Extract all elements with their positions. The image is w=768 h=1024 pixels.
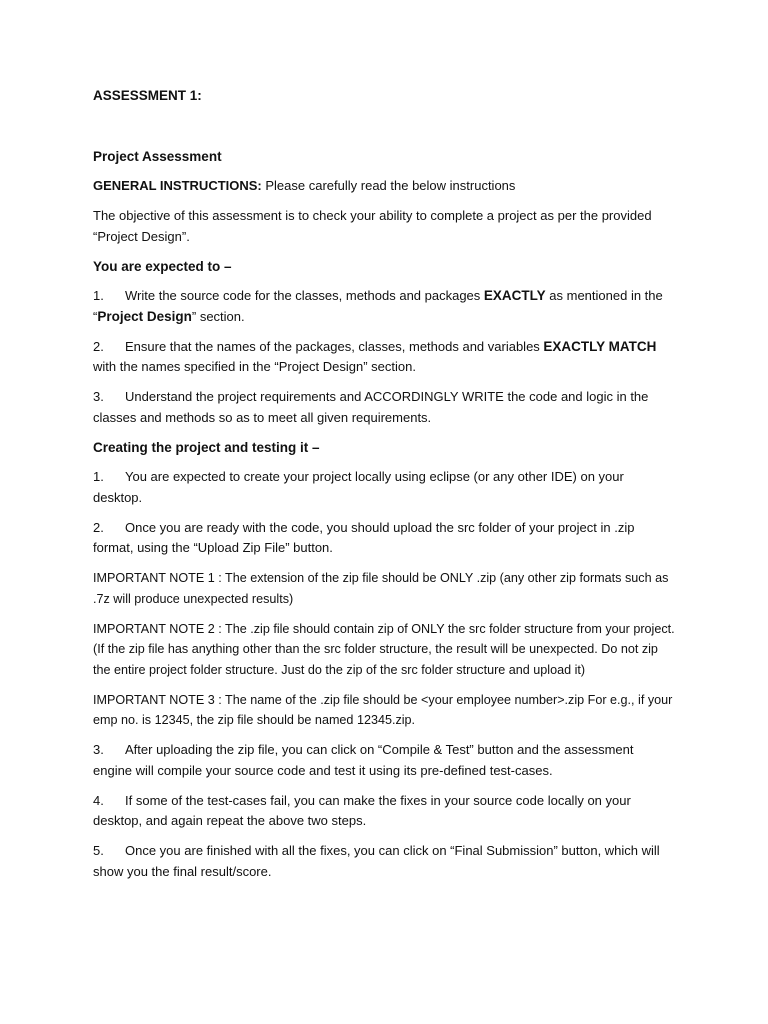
item-text: If some of the test-cases fail, you can make the fixes in your source code locally on your desktop, and again repeat the above two steps. [93,792,631,828]
item-emphasis: EXACTLY [483,288,546,303]
important-note-3: IMPORTANT NOTE 3 : The name of the .zip file should be <your employee number>.zip For e.g., if your emp no. is 12345, the zip file should be named 12345.zip. [93,692,673,727]
final-item-3 [93,740,676,781]
important-note-2: IMPORTANT NOTE 2 : The .zip file should contain zip of ONLY the src folder structure from your project. (If the zip file has anything other than the src folder structure, the result will be unexpected. Do not zip the entire project folder structure. Just do the zip of the src folder structure and upload it) [93,621,675,677]
item-text: Ensure that the names of the packages, classes, methods and variables [125,338,544,354]
objective-paragraph: The objective of this assessment is to check your ability to complete a project as per the provided “Project Design”. [93,208,652,244]
item-number: 2. [93,338,104,354]
general-instructions [93,176,676,197]
item-text: Write the source code for the classes, methods and packages [125,288,484,303]
final-item-5 [93,841,676,882]
item-number: 5. [93,843,104,858]
creating-item-2 [93,518,676,559]
item-emphasis: Project Design [97,308,192,324]
general-instructions-text: Please carefully read the below instructions [261,178,516,193]
item-text: with the names specified in the “Project Design” section. [93,359,416,374]
item-emphasis: EXACTLY MATCH [543,338,657,354]
page-title: ASSESSMENT 1: [93,88,202,103]
item-number: 1. [93,469,104,484]
item-number: 2. [93,519,104,535]
item-number: 3. [93,389,104,404]
creating-heading: Creating the project and testing it – [93,439,320,455]
expected-item-3 [93,387,676,428]
item-number: 1. [93,288,104,303]
creating-item-1 [93,467,676,508]
item-text: ” section. [191,308,245,324]
item-text: as mentioned in the “ [93,288,663,324]
expected-item-2 [93,337,676,378]
important-note-1: IMPORTANT NOTE 1 : The extension of the zip file should be ONLY .zip (any other zip formats such as .7z will produce unexpected results) [93,571,669,606]
item-number: 4. [93,792,104,808]
expected-item-1 [93,286,676,327]
item-text: After uploading the zip file, you can click on “Compile & Test” button and the assessment engine will compile your source code and test it using its pre-defined test-cases. [93,742,634,778]
item-text: Once you are ready with the code, you should upload the src folder of your project in .zip format, using the “Upload Zip File” button. [93,519,635,555]
item-text: You are expected to create your project locally using eclipse (or any other IDE) on your desktop. [93,469,624,505]
item-number: 3. [93,742,104,757]
item-text: Once you are finished with all the fixes, you can click on “Final Submission” button, which will show you the final result/score. [93,843,660,879]
section-title: Project Assessment [93,148,222,164]
item-text: Understand the project requirements and ACCORDINGLY WRITE the code and logic in the classes and methods so as to meet all given requirements. [93,389,649,425]
final-item-4 [93,791,676,832]
expected-heading: You are expected to – [93,258,232,274]
general-instructions-label: GENERAL INSTRUCTIONS: [93,178,262,193]
